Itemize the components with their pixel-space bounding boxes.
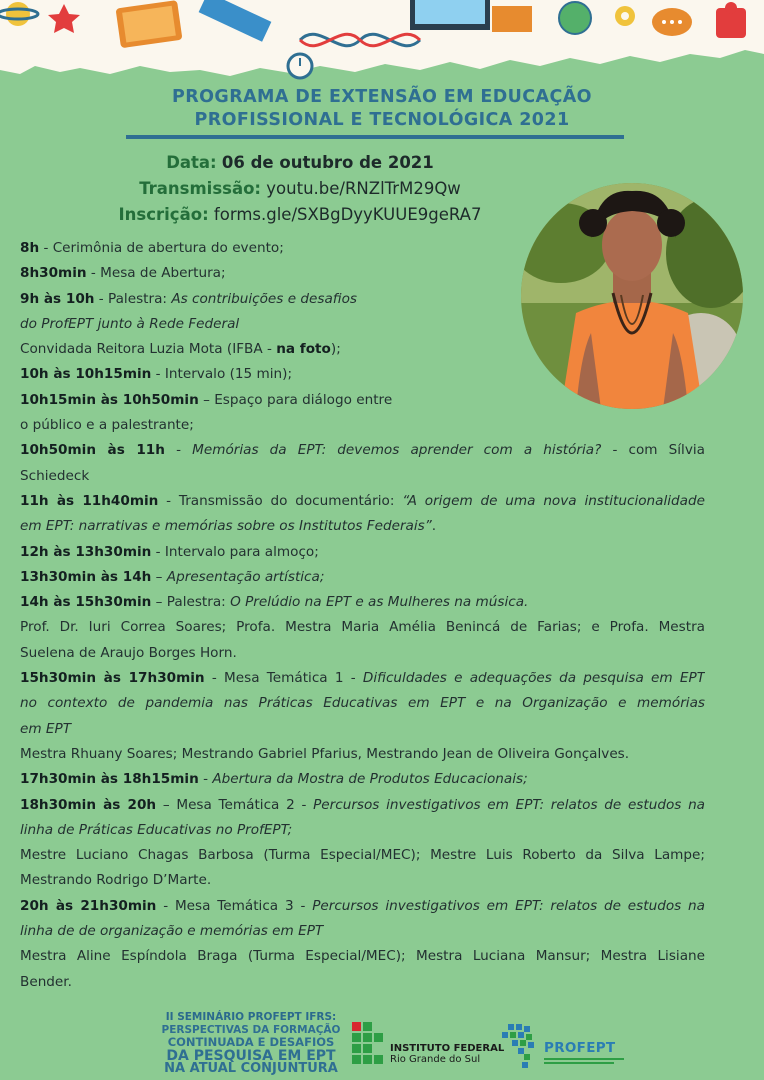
seminar-line-2: PERSPECTIVAS DA FORMAÇÃO [161, 1023, 341, 1036]
schedule-time: 13h30min às 14h [20, 568, 152, 585]
schedule-text: - Transmissão do documentário: [158, 492, 403, 509]
schedule-line [20, 565, 705, 590]
schedule-title: Percursos investigativos em EPT: relatos de estudos na [313, 796, 705, 813]
schedule-text: – Palestra: [151, 594, 231, 611]
schedule-time: 10h50min às 11h [20, 442, 165, 459]
page-title [0, 86, 764, 132]
schedule-line [20, 615, 705, 640]
transmission-link[interactable]: youtu.be/RNZlTrM29Qw [266, 179, 461, 198]
schedule-text: Prof. Dr. Iuri Correa Soares; Profa. Mestra Maria Amélia Benincá de Farias; e Profa. Mestra [20, 619, 705, 636]
schedule-line [20, 388, 400, 413]
schedule-text: - Intervalo para almoço; [151, 543, 319, 560]
schedule-text: Bender. [20, 973, 72, 990]
instituto-federal-campus: Rio Grande do Sul [390, 1054, 481, 1065]
title-line-2: PROFISSIONAL E TECNOLÓGICA 2021 [194, 110, 570, 130]
schedule-text: - Palestra: [94, 290, 172, 307]
schedule-title: Memórias da EPT: devemos aprender com a história? [192, 442, 602, 459]
schedule-time: 17h30min às 18h15min [20, 771, 199, 788]
schedule-title: em EPT [20, 720, 72, 737]
schedule-text: – Mesa Temática 2 - [156, 796, 314, 813]
schedule-line [20, 970, 705, 995]
globe-icon [559, 2, 591, 34]
schedule-title: linha de de organização e memórias em EPT [20, 923, 324, 940]
registration-link[interactable]: forms.gle/SXBgDyyKUUE9geRA7 [213, 205, 482, 224]
schedule-text: Suelena de Araujo Borges Horn. [20, 644, 237, 661]
schedule-line [20, 362, 705, 387]
profept-name: PROFEPT [544, 1040, 616, 1056]
schedule-line [20, 868, 705, 893]
schedule-time: 10h às 10h15min [20, 366, 152, 383]
speech-bubble-icon [652, 8, 692, 36]
schedule-text: - Mesa de Abertura; [86, 265, 226, 282]
schedule-line [20, 540, 705, 565]
schedule-title: Percursos investigativos em EPT: relatos de estudos na [312, 897, 705, 914]
schedule-text: ); [330, 341, 341, 358]
schedule-time: 12h às 13h30min [20, 543, 152, 560]
schedule-title: “A origem de uma nova institucionalidade [402, 492, 705, 509]
schedule-line [20, 919, 705, 944]
schedule-line [20, 514, 705, 539]
schedule-line [20, 894, 705, 919]
title-underline [126, 135, 624, 139]
schedule-time: 20h às 21h30min [20, 897, 157, 914]
seminar-line-4: DA PESQUISA EM EPT [166, 1047, 336, 1064]
schedule-line [20, 818, 705, 843]
schedule-title: As contribuições e desafios [171, 290, 357, 307]
registration-label: Inscrição: [118, 205, 209, 224]
schedule-line [20, 843, 705, 868]
seminar-line-1: II SEMINÁRIO PROFEPT IFRS: [165, 1011, 337, 1023]
schedule-text: - Mesa Temática 3 - [156, 897, 313, 914]
seminar-line-3: CONTINUADA E DESAFIOS [167, 1035, 335, 1049]
schedule-time: 18h30min às 20h [20, 796, 157, 813]
schedule-text: Mestra Rhuany Soares; Mestrando Gabriel Pfarius, Mestrando Jean de Oliveira Gonçalves. [20, 745, 630, 762]
schedule-line [20, 793, 705, 818]
schedule-title: linha de Práticas Educativas no ProfEPT; [20, 821, 293, 838]
transmission-row [0, 176, 600, 202]
schedule-text: - Intervalo (15 min); [151, 366, 293, 383]
schedule-text: Mestrando Rodrigo D’Marte. [20, 872, 212, 889]
schedule-title: no contexto de pandemia nas Práticas Educativas em EPT e na Organização e memórias [20, 695, 705, 712]
schedule-time: 10h15min às 10h50min [20, 391, 199, 408]
schedule-line [20, 742, 705, 767]
schedule-time: 15h30min às 17h30min [20, 670, 205, 687]
schedule-title: Apresentação artística; [166, 568, 325, 585]
schedule-text: – Espaço para diálogo entre [198, 391, 393, 408]
schedule-text: - Cerimônia de abertura do evento; [39, 240, 284, 256]
schedule-title: Abertura da Mostra de Produtos Educacionais; [212, 771, 528, 788]
schedule-text: - [164, 442, 193, 459]
schedule-text: Mestre Luciano Chagas Barbosa (Turma Especial/MEC); Mestre Luis Roberto da Silva Lampe; [20, 847, 705, 864]
schedule-text: - Mesa Temática 1 - [204, 670, 363, 687]
schedule-line [20, 641, 705, 666]
schedule-line [20, 261, 705, 286]
schedule-time: 8h30min [20, 265, 87, 282]
schedule-line [20, 717, 705, 742]
decorative-header-banner [0, 0, 764, 86]
date-row [0, 150, 600, 176]
schedule-line [20, 464, 705, 489]
registration-row [0, 202, 600, 228]
schedule-line [20, 236, 705, 261]
seminar-line-5: NA ATUAL CONJUNTURA [164, 1060, 338, 1076]
instituto-federal-name: INSTITUTO FEDERAL [390, 1043, 505, 1054]
schedule-line [20, 312, 705, 337]
schedule-line [20, 489, 705, 514]
schedule-text-bold: na foto [276, 341, 331, 358]
schedule-time: 14h às 15h30min [20, 594, 152, 611]
schedule-title: do ProfEPT junto à Rede Federal [20, 315, 240, 332]
schedule-time: 8h [20, 240, 40, 256]
schedule-text: Schiedeck [20, 467, 90, 484]
schedule-line [20, 287, 705, 312]
schedule [20, 236, 705, 995]
schedule-text: o público e a palestrante; [20, 417, 194, 434]
gear-icon [615, 6, 635, 26]
schedule-line [20, 666, 705, 691]
schedule-text: - [198, 771, 213, 788]
schedule-line [20, 413, 705, 438]
date-label: Data: [166, 153, 217, 172]
schedule-text: . [431, 518, 437, 535]
schedule-text: – [151, 568, 167, 585]
title-line-1: PROGRAMA DE EXTENSÃO EM EDUCAÇÃO [172, 87, 592, 107]
schedule-line [20, 944, 705, 969]
schedule-line [20, 438, 705, 463]
schedule-line [20, 590, 705, 615]
seminar-logo-text [156, 1011, 346, 1075]
schedule-time: 9h às 10h [20, 290, 95, 307]
schedule-line [20, 337, 705, 362]
clock-icon [288, 54, 312, 78]
date-value: 06 de outubro de 2021 [221, 153, 434, 172]
event-info [0, 150, 600, 228]
schedule-text: Mestra Aline Espíndola Braga (Turma Especial/MEC); Mestra Luciana Mansur; Mestra Lisiane [20, 948, 705, 965]
schedule-line [20, 691, 705, 716]
schedule-title: em EPT: narrativas e memórias sobre os Institutos Federais” [20, 518, 432, 535]
schedule-line [20, 767, 705, 792]
transmission-label: Transmissão: [139, 179, 262, 198]
schedule-text: Convidada Reitora Luzia Mota (IFBA - [20, 341, 277, 358]
book-icon [116, 0, 183, 48]
schedule-text: - com Sílvia [601, 442, 705, 459]
schedule-time: 11h às 11h40min [20, 492, 159, 509]
schedule-title: O Prelúdio na EPT e as Mulheres na música. [230, 594, 529, 611]
schedule-title: Dificuldades e adequações da pesquisa em EPT [362, 670, 705, 687]
